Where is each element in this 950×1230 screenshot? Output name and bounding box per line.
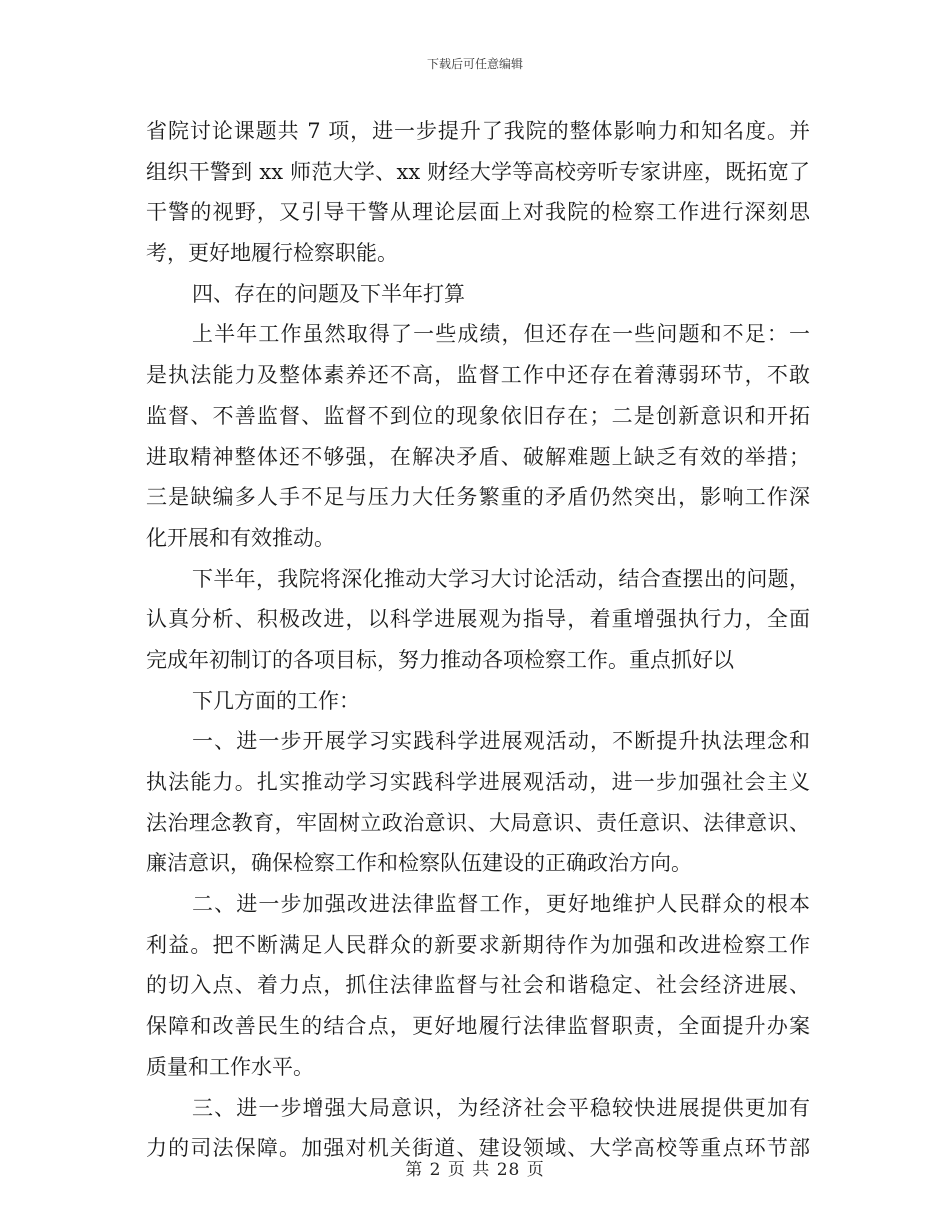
text-line: 完成年初制订的各项目标，努力推动各项检察工作。重点抓好以 [146, 647, 734, 672]
text-line: 省院讨论课题共 7 项，进一步提升了我院的整体影响力和知名度。并 [146, 119, 810, 143]
text-line: 组织干警到 xx 师范大学、xx 财经大学等高校旁听专家讲座，既拓宽了 [146, 159, 810, 184]
text-line: 一、进一步开展学习实践科学进展观活动，不断提升执法理念和 [192, 729, 810, 754]
text-line: 保障和改善民生的结合点，更好地履行法律监督职责，全面提升办案 [146, 1014, 810, 1039]
page-number: 第 2 页 共 28 页 [405, 1160, 545, 1180]
text-line: 三是缺编多人手不足与压力大任务繁重的矛盾仍然突出，影响工作深 [146, 485, 810, 510]
page-header: 下载后可任意编辑 [426, 57, 523, 71]
text-line: 力的司法保障。加强对机关街道、建设领域、大学高校等重点环节部 [146, 1136, 810, 1161]
text-line: 考，更好地履行检察职能。 [146, 241, 398, 266]
text-line: 二、进一步加强改进法律监督工作，更好地维护人民群众的根本 [192, 892, 810, 917]
text-line: 监督、不善监督、监督不到位的现象依旧存在；二是创新意识和开拓 [146, 403, 810, 428]
text-line: 法治理念教育，牢固树立政治意识、大局意识、责任意识、法律意识、 [146, 810, 810, 835]
text-line: 下半年，我院将深化推动大学习大讨论活动，结合查摆出的问题， [192, 566, 810, 591]
text-line: 下几方面的工作： [192, 688, 360, 713]
text-line: 三、进一步增强大局意识，为经济社会平稳较快进展提供更加有 [192, 1095, 810, 1120]
text-line: 质量和工作水平。 [146, 1054, 314, 1079]
text-line: 干警的视野，又引导干警从理论层面上对我院的检察工作进行深刻思 [146, 200, 810, 225]
text-line: 利益。把不断满足人民群众的新要求新期待作为加强和改进检察工作 [146, 932, 810, 957]
text-line: 化开展和有效推动。 [146, 525, 335, 550]
text-line: 认真分析、积极改进，以科学进展观为指导，着重增强执行力，全面 [146, 607, 810, 632]
text-line: 进取精神整体还不够强，在解决矛盾、破解难题上缺乏有效的举措； [146, 444, 810, 469]
document-body [146, 111, 810, 1169]
text-line: 上半年工作虽然取得了一些成绩，但还存在一些问题和不足：一 [192, 322, 810, 347]
text-line: 执法能力。扎实推动学习实践科学进展观活动，进一步加强社会主义 [146, 770, 810, 794]
text-line: 廉洁意识，确保检察工作和检察队伍建设的正确政治方向。 [146, 851, 692, 876]
section-heading: 四、存在的问题及下半年打算 [192, 281, 465, 306]
text-line: 的切入点、着力点，抓住法律监督与社会和谐稳定、社会经济进展、 [146, 973, 810, 998]
text-line: 是执法能力及整体素养还不高，监督工作中还存在着薄弱环节，不敢 [146, 363, 810, 388]
